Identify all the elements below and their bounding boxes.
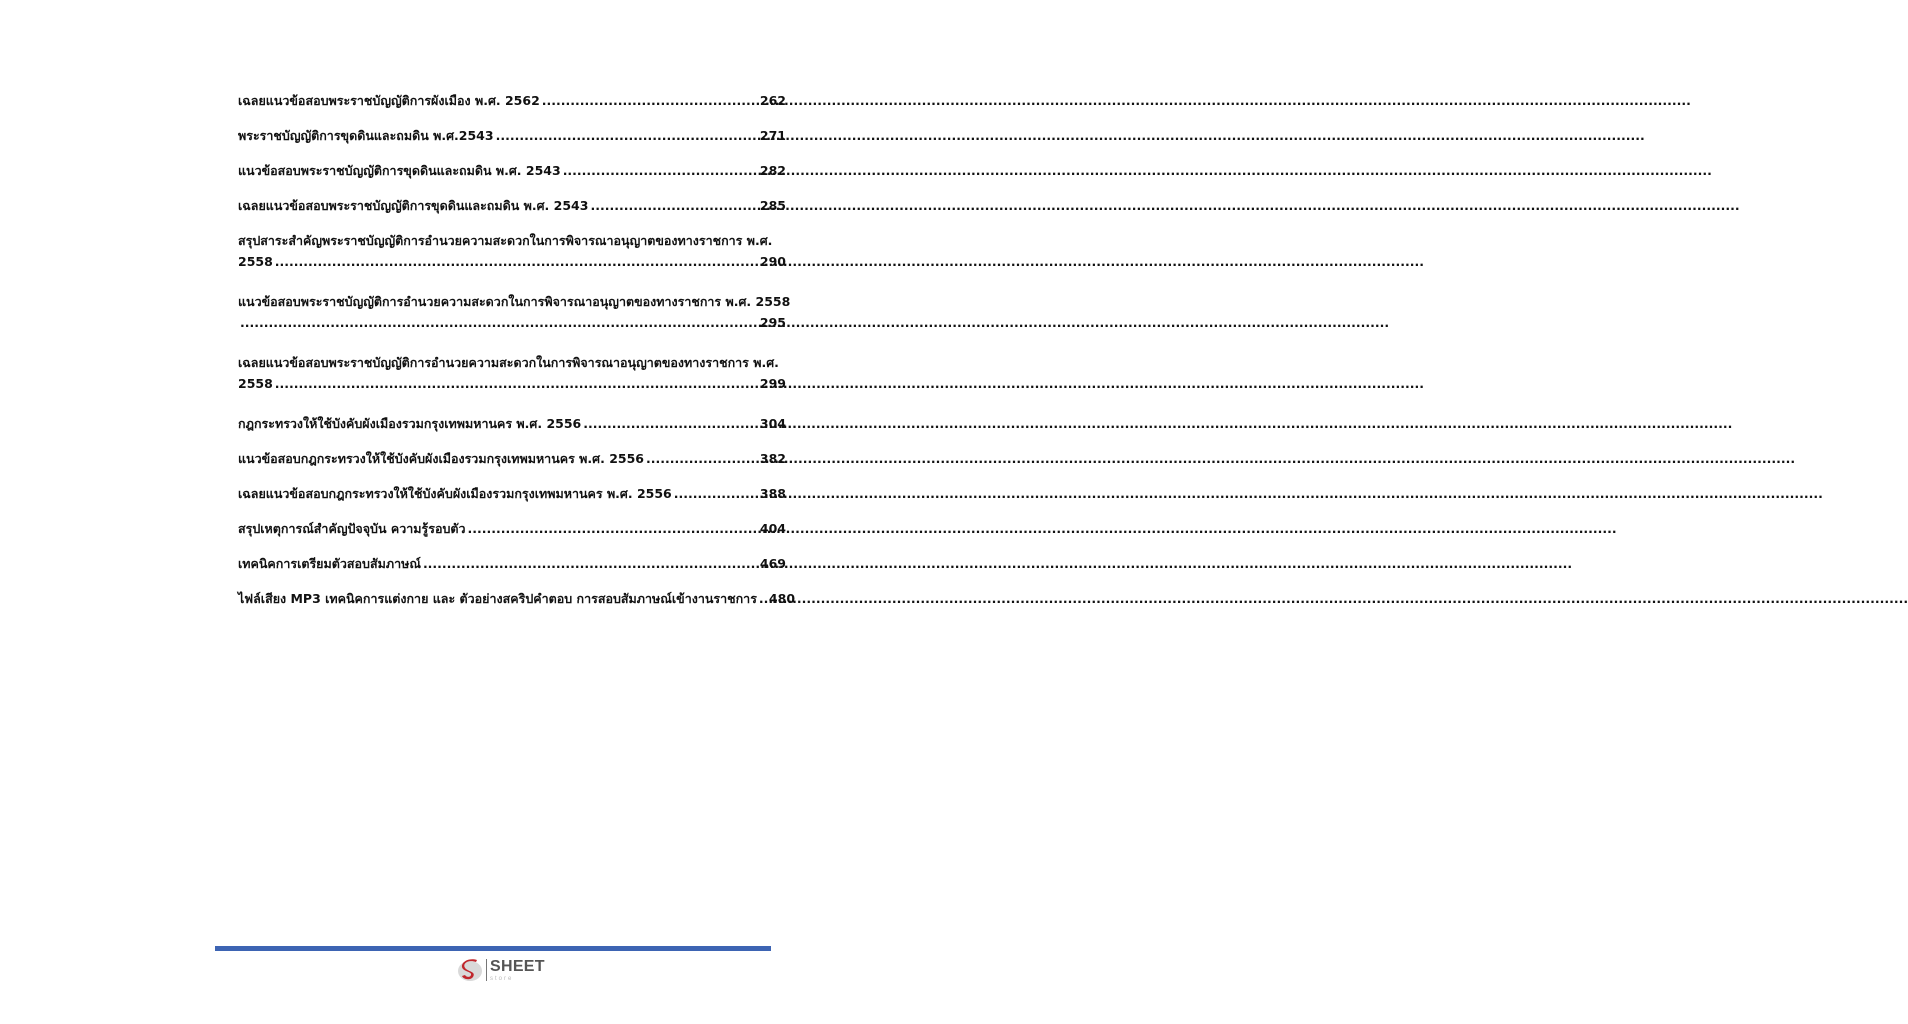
toc-entry-title: สรุปเหตุการณ์สำคัญปัจจุบัน ความรู้รอบตัว [238,521,466,536]
toc-entry-line [238,230,786,251]
toc-page-number: 299 [759,376,786,391]
toc-entry-line [238,291,791,312]
toc-entry-title: แนวข้อสอบกฎกระทรวงให้ใช้บังคับผังเมืองรวมกรุงเทพมหานคร พ.ศ. 2556 [238,451,644,466]
toc-page-number: 262 [759,93,786,108]
toc-page-number: 388 [759,486,786,501]
toc-entry[interactable] [238,448,786,469]
toc-entry-title: ไฟล์เสียง MP3 เทคนิคการแต่งกาย และ ตัวอย่างสคริปคำตอบ การสอบสัมภาษณ์เข้างานราชการ [238,591,757,606]
toc-entry-line [238,553,786,574]
footer-rule [215,946,771,951]
toc-entry-line [238,125,786,146]
toc-entry[interactable] [238,588,796,609]
toc-entry-line [238,90,786,111]
toc-entry-title: 2558 [238,254,273,269]
toc-entry-line [238,352,786,373]
toc-entry[interactable] [238,125,786,146]
toc-entry-line [238,195,786,216]
toc-entry-line [238,251,786,272]
toc-entry[interactable] [238,90,786,111]
toc-entry-line [238,312,786,333]
toc-entry-title: 2558 [238,376,273,391]
toc-dot-leader [674,483,758,504]
toc-entry-title: เฉลยแนวข้อสอบพระราชบัญญัติการขุดดินและถมดิน พ.ศ. 2543 [238,198,589,213]
toc-page-number: 382 [759,451,786,466]
toc-entry-title: แนวข้อสอบพระราชบัญญัติการขุดดินและถมดิน พ.ศ. 2543 [238,163,561,178]
toc-dot-leader [759,588,767,609]
toc-entry[interactable] [238,291,791,333]
logo-text [490,959,545,982]
toc-page-number: 304 [759,416,786,431]
toc-entry[interactable] [238,553,786,574]
toc-entry-title: เฉลยแนวข้อสอบพระราชบัญญัติการอำนวยความสะดวกในการพิจารณาอนุญาตของทางราชการ พ.ศ. [238,355,779,370]
toc-entry[interactable] [238,160,786,181]
toc-dot-leader [468,518,758,539]
toc-entry-line [238,518,786,539]
sheet-store-logo [456,956,545,984]
toc-dot-leader [275,373,758,394]
logo-subtitle: store [490,975,514,982]
toc-dot-leader [583,413,758,434]
toc-entry-title: เทคนิคการเตรียมตัวสอบสัมภาษณ์ [238,556,421,571]
toc-entry[interactable] [238,483,786,504]
toc-entry-title: เฉลยแนวข้อสอบพระราชบัญญัติการผังเมือง พ.ศ. 2562 [238,93,540,108]
toc-dot-leader [240,312,758,333]
logo-word: SHEET [490,957,545,975]
toc-entry[interactable] [238,230,786,272]
toc-page-number: 295 [759,315,786,330]
toc-entry-line [238,413,786,434]
toc-dot-leader [496,125,758,146]
toc-page-number: 404 [759,521,786,536]
toc-dot-leader [563,160,758,181]
toc-entry-line [238,483,786,504]
toc-dot-leader [423,553,758,574]
toc-entry[interactable] [238,195,786,216]
toc-entry-line [238,160,786,181]
toc-entry-line [238,588,796,609]
sheet-store-logo-icon [456,956,484,984]
toc-page-number: 290 [759,254,786,269]
toc-entry[interactable] [238,352,786,394]
toc-entry-title: แนวข้อสอบพระราชบัญญัติการอำนวยความสะดวกในการพิจารณาอนุญาตของทางราชการ พ.ศ. 2558 [238,294,791,309]
toc-page-number: 480 [768,591,796,606]
toc-page-number: 469 [759,556,786,571]
toc-page-number: 282 [759,163,786,178]
toc-page-number: 271 [759,128,786,143]
toc-dot-leader [275,251,758,272]
toc-entry-title: กฎกระทรวงให้ใช้บังคับผังเมืองรวมกรุงเทพมหานคร พ.ศ. 2556 [238,416,582,431]
toc-entry-title: สรุปสาระสำคัญพระราชบัญญัติการอำนวยความสะดวกในการพิจารณาอนุญาตของทางราชการ พ.ศ. [238,233,773,248]
toc-dot-leader [590,195,757,216]
toc-entry-title: พระราชบัญญัติการขุดดินและถมดิน พ.ศ.2543 [238,128,494,143]
toc-dot-leader [646,448,758,469]
table-of-contents [238,90,796,623]
toc-dot-leader [542,90,758,111]
toc-entry-line [238,448,786,469]
toc-page-number: 285 [759,198,786,213]
toc-entry-title: เฉลยแนวข้อสอบกฎกระทรวงให้ใช้บังคับผังเมืองรวมกรุงเทพมหานคร พ.ศ. 2556 [238,486,672,501]
toc-entry-line [238,373,786,394]
toc-entry[interactable] [238,413,786,434]
logo-divider [486,959,487,981]
toc-entry[interactable] [238,518,786,539]
